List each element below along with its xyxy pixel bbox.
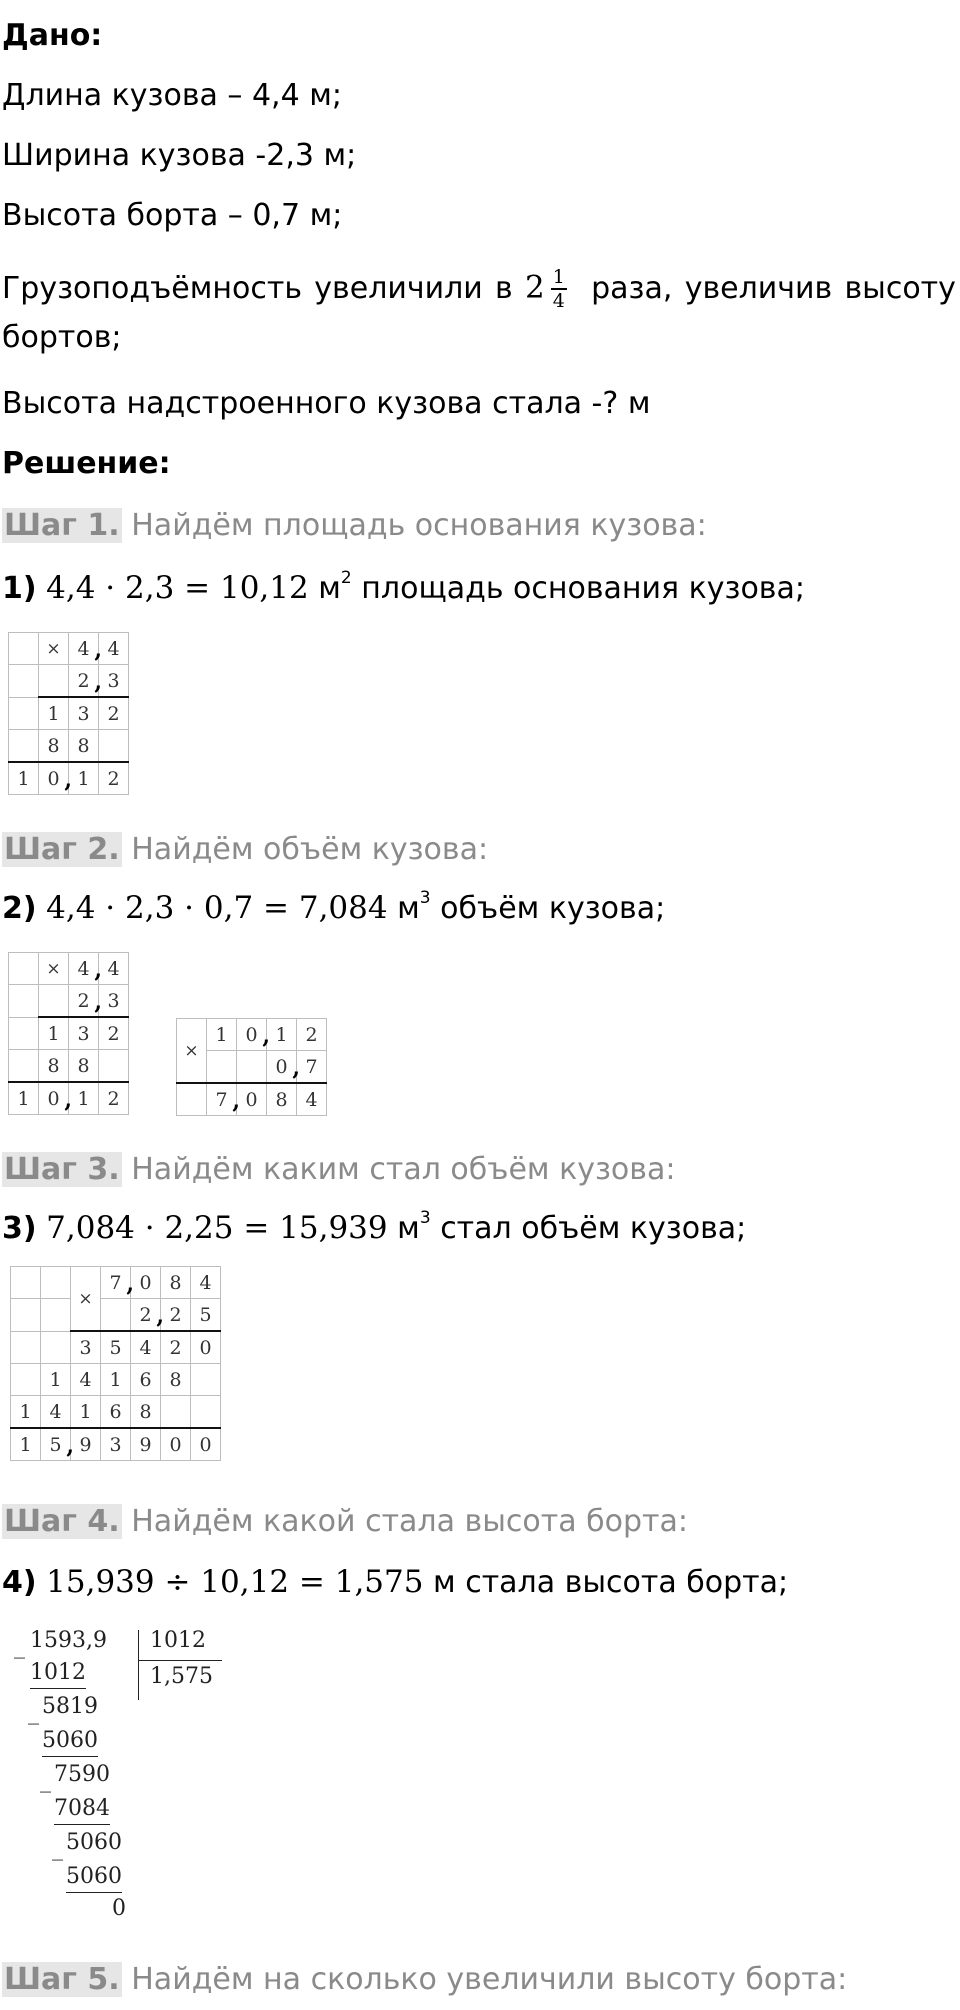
step-number: 3) [2,1211,37,1246]
grid-cell: 4 [99,953,129,985]
step-number: 2) [2,891,37,926]
grid-cell: 5 [101,1331,131,1364]
step-3-equation [2,1208,746,1249]
grid-cell [207,1051,237,1084]
grid-cell: 5 [191,1299,221,1332]
step-1-label [2,506,707,546]
grid-cell: 3 [69,697,99,730]
grid-cell: 3 [101,1428,131,1461]
step-4-equation [2,1562,788,1603]
grid-cell: 4 [71,1364,101,1396]
grid-cell [191,1364,221,1396]
step-expression: 7,084 · 2,25 = 15,939 [46,1210,388,1246]
grid-cell: 0 [191,1428,221,1461]
step-3-label [2,1150,675,1190]
grid-cell: 0 , [39,762,69,795]
grid-cell: 0 [237,1083,267,1116]
grid-cell: 1 [39,697,69,730]
fraction-numerator: 1 [552,266,565,288]
capacity-mixed-number [525,266,579,312]
grid-cell: 6 [131,1364,161,1396]
long-division [14,1626,254,1926]
step-title: Найдём объём кузова: [131,832,489,867]
grid-cell: 4 , [69,633,99,665]
grid-cell: 8 [131,1396,161,1429]
grid-cell: 3 [99,665,129,698]
grid-cell: 7 , [207,1083,237,1116]
capacity-word: увеличили [314,271,483,306]
multiplication-grid-3 [10,1266,221,1461]
unit: м [318,571,341,606]
minus-sign: _ [40,1768,51,1793]
grid-cell: 8 [69,730,99,763]
unit: м [397,891,420,926]
grid-cell: 4 [297,1083,327,1116]
grid-cell: 5 , [41,1428,71,1461]
step-expression: 4,4 · 2,3 = 10,12 [46,570,309,606]
grid-cell: 2 [99,762,129,795]
grid-cell: 3 [71,1331,101,1364]
grid-cell: 3 [99,985,129,1018]
grid-cell [9,1050,39,1083]
multiplication-grid-2b [176,1018,327,1116]
given-heading: Дано: [2,18,103,53]
grid-cell: 8 [161,1364,191,1396]
capacity-word: высоту [844,271,956,306]
grid-cell: 7 [297,1051,327,1084]
grid-cell: 2 , [69,985,99,1018]
given-width: Ширина кузова -2,3 м; [2,138,357,173]
division-subtrahend: 5060 [66,1862,122,1893]
grid-cell: 4 [41,1396,71,1429]
given-capacity [2,266,956,312]
grid-cell: 1 [207,1019,237,1051]
step-number: 1) [2,571,37,606]
step-4-label [2,1502,688,1542]
step-5-label [2,1960,847,2000]
grid-cell: 9 [131,1428,161,1461]
grid-cell: 2 , [69,665,99,698]
unit: м [397,1211,420,1246]
minus-sign: _ [14,1634,25,1659]
step-tag: Шаг 2. [4,832,120,867]
grid-cell [9,1017,39,1050]
grid-cell: 6 [101,1396,131,1429]
grid-cell [9,730,39,763]
division-remainder: 5819 [42,1694,98,1719]
grid-cell: 1 [71,1396,101,1429]
division-subtrahend: 1012 [30,1658,86,1689]
grid-cell: 9 [71,1428,101,1461]
grid-cell: 4 , [69,953,99,985]
grid-cell [11,1331,41,1364]
step-title: Найдём какой стала высота борта: [131,1504,688,1539]
grid-cell: 0 , [237,1019,267,1051]
grid-cell: 4 [131,1331,161,1364]
grid-cell [9,697,39,730]
division-subtrahend: 5060 [42,1726,98,1757]
grid-cell [11,1267,41,1299]
step-title: Найдём каким стал объём кузова: [131,1152,676,1187]
grid-cell: 8 [39,730,69,763]
multiply-sign: × [177,1019,207,1084]
grid-cell: 8 [267,1083,297,1116]
grid-cell: 0 [161,1428,191,1461]
grid-cell [9,985,39,1018]
grid-cell: 1 [11,1396,41,1429]
division-dividend: 1593,9 [30,1628,107,1653]
multiply-sign: × [71,1267,101,1332]
grid-cell: 2 [297,1019,327,1051]
grid-cell: 2 [99,1017,129,1050]
division-horizontal-line [138,1660,222,1661]
division-quotient: 1,575 [150,1664,213,1689]
grid-cell: 1 [41,1364,71,1396]
grid-cell: 3 [69,1017,99,1050]
multiply-sign: × [39,953,69,985]
grid-cell: 2 [161,1299,191,1332]
grid-cell [41,1267,71,1299]
grid-cell: 1 [9,762,39,795]
grid-cell: 1 [267,1019,297,1051]
grid-cell: 2 [99,697,129,730]
grid-cell: 0 [191,1331,221,1364]
grid-cell: 4 [191,1267,221,1299]
step-tag: Шаг 3. [4,1152,120,1187]
capacity-word: в [495,271,513,306]
unit-power: 2 [340,568,352,588]
fraction-denominator: 4 [552,290,565,312]
grid-cell: 2 [161,1331,191,1364]
capacity-word: увеличив [684,271,833,306]
step-text: объём кузова; [440,891,666,926]
step-2-equation [2,888,665,929]
multiply-sign: × [39,633,69,665]
grid-cell [177,1083,207,1116]
unit: м [433,1565,456,1600]
given-length: Длина кузова – 4,4 м; [2,78,342,113]
grid-cell [9,665,39,698]
grid-cell: 8 [69,1050,99,1083]
grid-cell: 8 [161,1267,191,1299]
minus-sign: _ [28,1700,39,1725]
grid-cell: 1 [9,1082,39,1115]
step-tag: Шаг 5. [4,1962,120,1997]
division-final-remainder: 0 [112,1896,126,1921]
grid-cell [41,1331,71,1364]
grid-cell [41,1299,71,1332]
given-capacity-line2: бортов; [2,320,122,355]
grid-cell: 2 , [131,1299,161,1332]
step-text: стал объём кузова; [440,1211,747,1246]
grid-cell [101,1299,131,1332]
step-1-equation [2,568,805,609]
division-remainder: 7590 [54,1762,110,1787]
step-title: Найдём на сколько увеличили высоту борта: [131,1962,848,1997]
step-text: стала высота борта; [465,1565,789,1600]
grid-cell [237,1051,267,1084]
grid-cell: 7 , [101,1267,131,1299]
unit-power: 3 [419,888,431,908]
grid-cell [9,633,39,665]
grid-cell: 0 , [39,1082,69,1115]
grid-cell [39,985,69,1018]
division-remainder: 5060 [66,1830,122,1855]
step-expression: 4,4 · 2,3 · 0,7 = 7,084 [46,890,388,926]
grid-cell: 4 [99,633,129,665]
step-text: площадь основания кузова; [361,571,805,606]
multiplication-grid-2a [8,952,129,1115]
grid-cell [9,953,39,985]
capacity-fraction [551,266,567,312]
unit-power: 3 [419,1208,431,1228]
step-tag: Шаг 4. [4,1504,120,1539]
grid-cell [161,1396,191,1429]
step-expression: 15,939 ÷ 10,12 = 1,575 [46,1564,424,1600]
division-divisor: 1012 [150,1628,206,1653]
grid-cell: 0 [131,1267,161,1299]
solution-heading: Решение: [2,446,171,481]
division-vertical-line [138,1630,139,1700]
grid-cell: 1 [101,1364,131,1396]
capacity-whole: 2 [525,269,545,306]
grid-cell: 1 [69,1082,99,1115]
given-question: Высота надстроенного кузова стала -? м [2,386,651,421]
grid-cell [39,665,69,698]
division-subtrahend: 7084 [54,1794,110,1825]
capacity-word: Грузоподъёмность [2,271,303,306]
grid-cell [191,1396,221,1429]
step-number: 4) [2,1565,37,1600]
grid-cell: 0 , [267,1051,297,1084]
grid-cell [11,1364,41,1396]
multiplication-grid-1 [8,632,129,795]
grid-cell [11,1299,41,1332]
grid-cell: 1 [11,1428,41,1461]
grid-cell: 1 [39,1017,69,1050]
minus-sign: _ [52,1836,63,1861]
grid-cell [99,1050,129,1083]
grid-cell: 1 [69,762,99,795]
capacity-word: раза, [591,271,673,306]
grid-cell: 8 [39,1050,69,1083]
grid-cell: 2 [99,1082,129,1115]
step-2-label [2,830,488,870]
grid-cell [99,730,129,763]
step-title: Найдём площадь основания кузова: [131,508,707,543]
step-tag: Шаг 1. [4,508,120,543]
given-height: Высота борта – 0,7 м; [2,198,343,233]
